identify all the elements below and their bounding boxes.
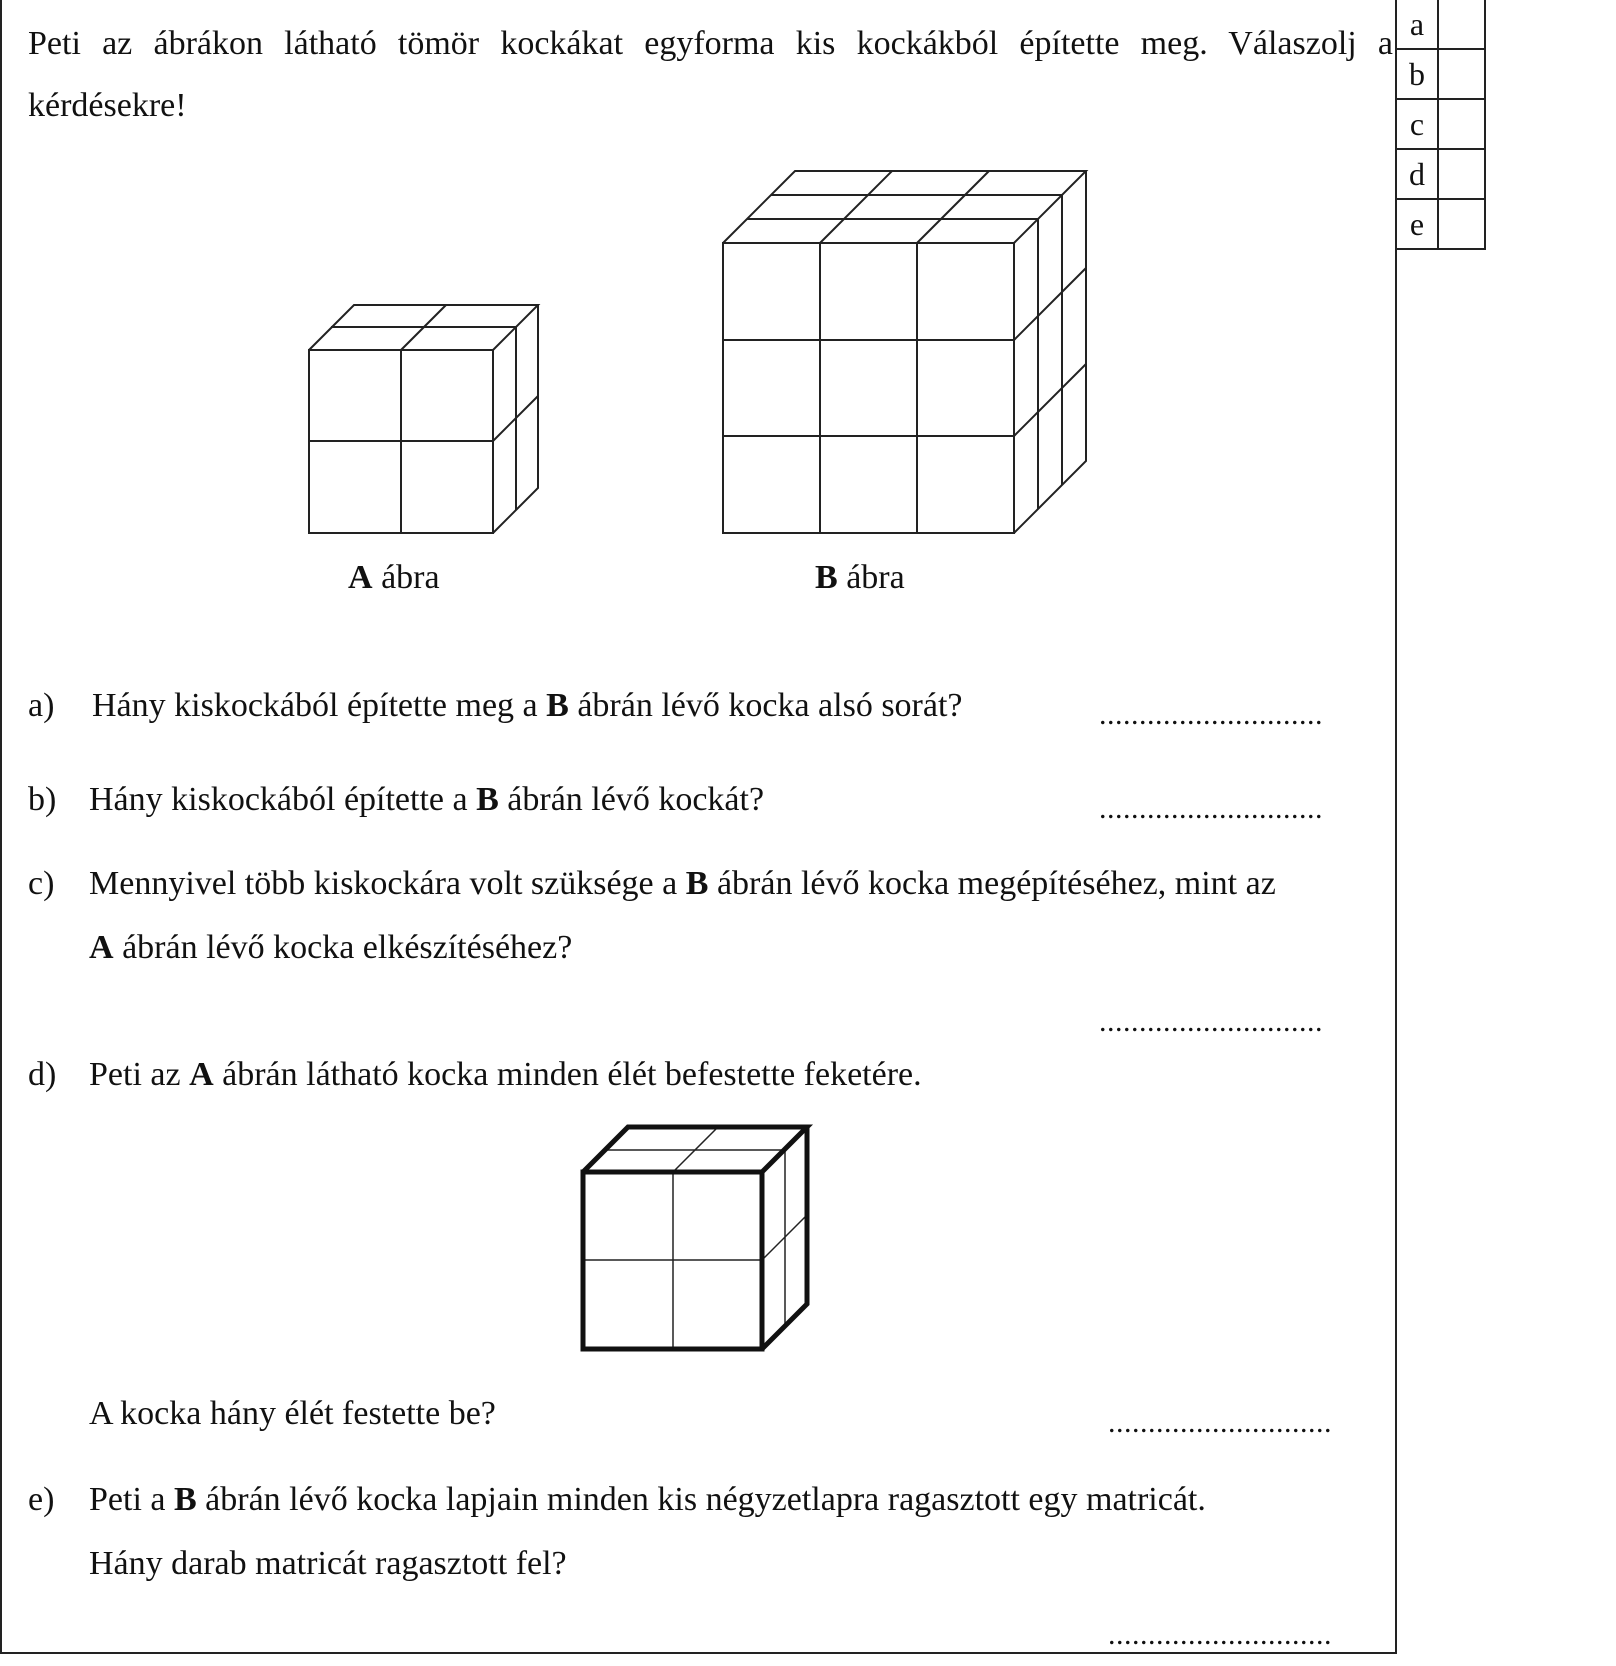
score-label-c: c	[1397, 99, 1438, 149]
answer-d-blank[interactable]: ............................	[1108, 1406, 1332, 1439]
question-c-text-line2: A ábrán lévő kocka elkészítéséhez?	[89, 929, 573, 966]
score-label-e: e	[1397, 199, 1438, 249]
intro-line-1: Peti az ábrákon látható tömör kockákat egyforma kis kockákból építette meg. Válaszolj a	[28, 25, 1393, 62]
score-label-d: d	[1397, 149, 1438, 199]
question-d-subquestion: A kocka hány élét festette be?	[89, 1395, 496, 1432]
question-e-text-line2: Hány darab matricát ragasztott fel?	[89, 1545, 567, 1582]
answer-c-blank[interactable]: ............................	[1099, 1005, 1323, 1038]
score-cell-e[interactable]	[1438, 199, 1485, 249]
score-label-b: b	[1397, 49, 1438, 99]
figure-d-painted-cube	[0, 0, 1, 1]
answer-e-blank[interactable]: ............................	[1108, 1618, 1332, 1651]
score-cell-a[interactable]	[1438, 0, 1485, 49]
score-cell-b[interactable]	[1438, 49, 1485, 99]
question-e-label: e)	[28, 1481, 55, 1518]
caption-b: B ábra	[815, 559, 905, 596]
question-e-text-line1: Peti a B ábrán lévő kocka lapjain minden kis négyzetlapra ragasztott egy matricát.	[89, 1481, 1206, 1518]
question-c-text-line1: Mennyivel több kiskockára volt szüksége a B ábrán lévő kocka megépítéséhez, mint az	[89, 865, 1276, 902]
answer-a-blank[interactable]: ............................	[1099, 698, 1323, 731]
caption-a: A ábra	[348, 559, 440, 596]
question-d-text: Peti az A ábrán látható kocka minden élét befestette feketére.	[89, 1056, 922, 1093]
score-label-a: a	[1397, 0, 1438, 49]
score-cell-c[interactable]	[1438, 99, 1485, 149]
answer-b-blank[interactable]: ............................	[1099, 792, 1323, 825]
question-a-label: a)	[28, 687, 55, 724]
question-b-text: Hány kiskockából építette a B ábrán lévő kockát?	[89, 781, 765, 818]
question-a-text: Hány kiskockából építette meg a B ábrán lévő kocka alsó sorát?	[92, 687, 963, 724]
score-cell-d[interactable]	[1438, 149, 1485, 199]
score-table	[1397, 0, 1486, 250]
question-d-label: d)	[28, 1056, 57, 1093]
question-c-label: c)	[28, 865, 55, 902]
intro-line-2: kérdésekre!	[28, 87, 187, 124]
question-b-label: b)	[28, 781, 57, 818]
